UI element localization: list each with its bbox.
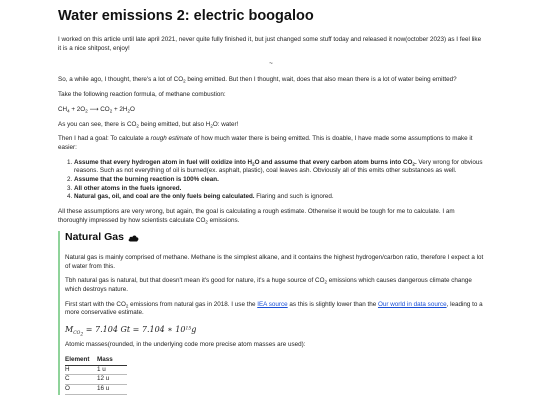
- table-row: [65, 384, 127, 394]
- section-heading: Natural Gas: [65, 231, 484, 244]
- table-cell: 16 u: [97, 384, 127, 394]
- separator: ~: [269, 59, 273, 67]
- reaction-formula: $CH_4 + 2O_2$ ⟶ $CO_2 + 2H_2O$: [58, 105, 135, 114]
- section-paragraph-nature: Tbh natural gas is natural, but that doesn't mean it's good for nature, it's a huge source of $CO_2$ emissions which causes dangerous climate change which destroys nature.: [65, 277, 472, 294]
- co2-mass-equation: $M_{CO_2} = 7.104$ Gt = 7.104 ∗ $10^{15}g$: [65, 325, 197, 338]
- owid-source-link[interactable]: Our world in data source: [377, 300, 447, 308]
- column-header-element: Element: [65, 356, 97, 365]
- paragraph-goal: Then I had a goal: To calculate a rough estimate of how much water there is being emitted. This is doable, I have made some assumptions to make it easier:: [58, 135, 473, 151]
- atomic-mass-table: [65, 356, 127, 395]
- table-header-row: [65, 356, 127, 365]
- table-cell: H: [65, 365, 97, 375]
- list-item: 2. Assume that the burning reaction is 100% clean.: [74, 176, 484, 185]
- paragraph-assumptions-note: All these assumptions are very wrong, but again, the goal is calculating a rough estimate. Otherwise it would be tough for me to calculate. I am thoroughly impressed by how scientists calculate $CO_2$ emissions.: [58, 208, 455, 225]
- section-paragraph-sources: First start with the $CO_2$ emissions from natural gas in 2018. I use the IEA source as this is slightly lower than the Our world in data source, leading to a more conservative estimate.: [65, 300, 483, 317]
- list-item: 4. Natural gas, oil, and coal are the only fuels being calculated. Flaring and such is ignored.: [74, 193, 484, 202]
- assumptions-list: [58, 159, 484, 202]
- section-paragraph-methane: Natural gas is mainly comprised of methane. Methane is the simplest alkane, and it contains the highest hydrogen/carbon ratio, therefore I expect a lot of water from this.: [65, 253, 484, 270]
- natural-gas-section: [58, 231, 484, 394]
- table-cell: C: [65, 375, 97, 385]
- table-row: [65, 365, 127, 375]
- column-header-mass: Mass: [97, 356, 127, 365]
- list-item: 1. Assume that every hydrogen atom in fuel will oxidize into $H_2O$ and assume that every carbon atom burns into $CO_2$. Very wrong for obvious reasons. Such as not everything of oil is burned(ex. asphalt, plastic), coal leaves ash. Obviously all of this emits other substances as well.: [74, 159, 484, 176]
- paragraph-water: As you can see, there is $CO_2$ being emitted, but also $H_2O$: water!: [58, 120, 239, 129]
- table-cell: 12 u: [97, 375, 127, 385]
- iea-source-link[interactable]: IEA source: [257, 300, 288, 308]
- section-paragraph-atomic-masses: Atomic masses(rounded, in the underlying code more precise atom masses are used):: [65, 341, 306, 349]
- table-cell: 1 u: [97, 365, 127, 375]
- table-row: [65, 375, 127, 385]
- list-item: 3. All other atoms in the fuels ignored.: [74, 185, 484, 194]
- paragraph-reaction-intro: Take the following reaction formula, of methane combustion:: [58, 91, 226, 99]
- paragraph-co2-thought: So, a while ago, I thought, there's a lot of $CO_2$ being emitted. But then I thought, wait, does that also mean there is a lot of water being emitted?: [58, 76, 457, 84]
- intro-paragraph: I worked on this article until late april 2021, never quite fully finished it, but just changed some stuff today and released it now(october 2023) as I feel like it is a nice shitpost, enjoy!: [58, 36, 482, 53]
- cloud-icon: [128, 234, 139, 242]
- table-cell: O: [65, 384, 97, 394]
- page-title: Water emissions 2: electric boogaloo: [58, 8, 314, 24]
